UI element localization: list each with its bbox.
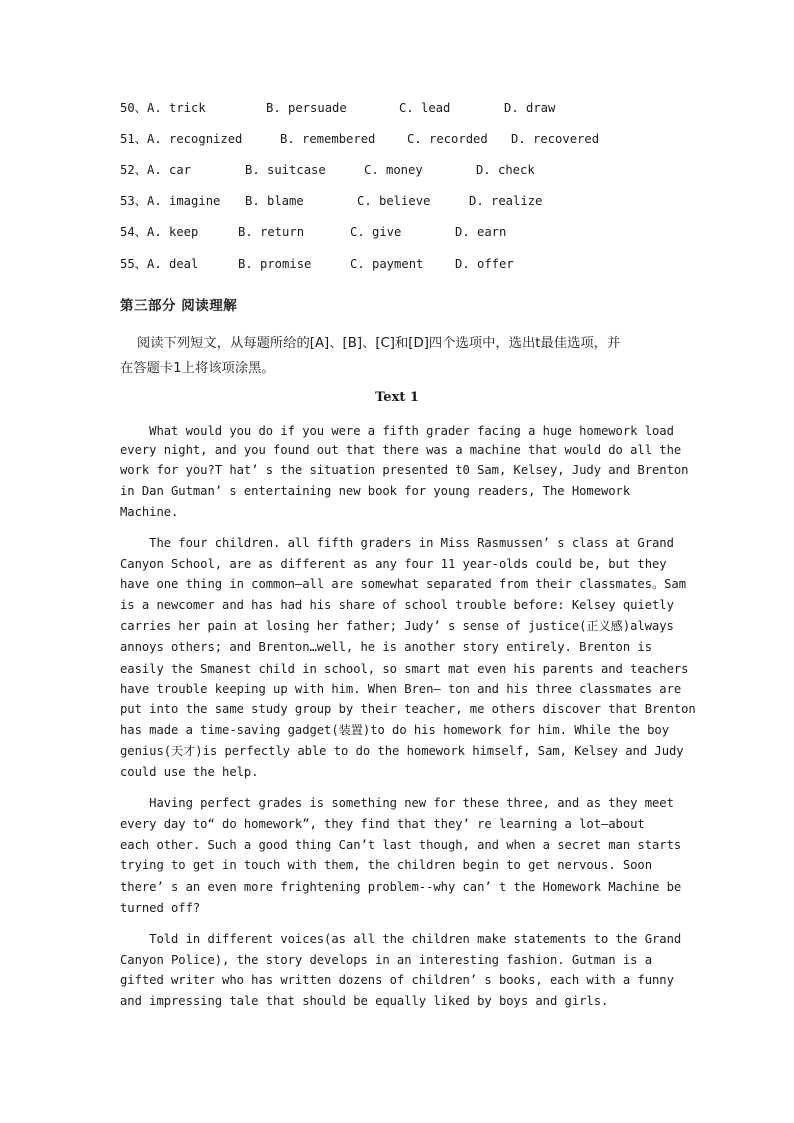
question-number: 55、	[120, 257, 147, 271]
passage-line: Canyon School, are as different as any four 11 year-olds could be, but they	[120, 557, 667, 571]
instruction-line: 阅读下列短文，从每题所给的[A]、[B]、[C]和[D]四个选项中，选出t最佳选项，并	[120, 336, 621, 351]
option-b: B. persuade	[266, 101, 347, 115]
question-55-options	[120, 255, 514, 273]
question-number: 50、	[120, 101, 147, 115]
option-a: A. recognized	[147, 132, 243, 146]
passage-line: in Dan Gutman’ s entertaining new book for young readers, The Homework	[120, 484, 631, 498]
passage-line: have one thing in common—all are somewhat separated from their classmates。Sam	[120, 577, 686, 591]
passage-line: and impressing tale that should be equally liked by boys and girls.	[120, 994, 609, 1008]
option-b: B. return	[238, 225, 305, 239]
option-a: A. car	[147, 163, 192, 177]
passage-line: put into the same study group by their teacher, me others discover that Brenton	[120, 702, 696, 716]
passage-line: The four children. all fifth graders in Miss Rasmussen’ s class at Grand	[120, 536, 674, 550]
passage-line: turned off?	[120, 901, 201, 915]
option-d: D. earn	[455, 225, 507, 239]
passage-line: Having perfect grades is something new for these three, and as they meet	[120, 796, 674, 810]
passage-line: genius(天才)is perfectly able to do the homework himself, Sam, Kelsey and Judy	[120, 744, 684, 758]
option-b: B. suitcase	[245, 163, 326, 177]
option-b: B. promise	[238, 257, 312, 271]
passage-line: Told in different voices(as all the children make statements to the Grand	[120, 932, 682, 946]
passage-line: trying to get in touch with them, the children begin to get nervous. Soon	[120, 858, 652, 872]
passage-line: has made a time-saving gadget(装置)to do his homework for him. While the boy	[120, 723, 669, 737]
passage-line: gifted writer who has written dozens of children’ s books, each with a funny	[120, 973, 674, 987]
passage-line: work for you?T hat’ s the situation presented t0 Sam, Kelsey, Judy and Brenton	[120, 463, 689, 477]
passage-line: carries her pain at losing her father; Judy’ s sense of justice(正义感)always	[120, 619, 674, 633]
option-b: B. remembered	[280, 132, 376, 146]
question-number: 52、	[120, 163, 147, 177]
passage-line: have trouble keeping up with him. When Bren— ton and his three classmates are	[120, 682, 682, 696]
option-c: C. give	[350, 225, 402, 239]
option-a: A. imagine	[147, 194, 221, 208]
option-c: C. recorded	[407, 132, 488, 146]
question-54-options	[120, 223, 507, 241]
passage-line: each other. Such a good thing Can’t last though, and when a secret man starts	[120, 838, 682, 852]
passage-line: easily the Smanest child in school, so smart mat even his parents and teachers	[120, 662, 689, 676]
passage-line: every night, and you found out that there was a machine that would do all the	[120, 443, 682, 457]
question-51-options	[120, 130, 600, 148]
option-b: B. blame	[245, 194, 304, 208]
option-d: D. offer	[455, 257, 514, 271]
option-c: C. money	[364, 163, 423, 177]
option-a: A. trick	[147, 101, 206, 115]
passage-title: Text 1	[375, 390, 419, 405]
passage-line: is a newcomer and has had his share of school trouble before: Kelsey quietly	[120, 598, 674, 612]
option-d: D. recovered	[511, 132, 600, 146]
question-50-options	[120, 99, 556, 117]
section-heading: 第三部分 阅读理解	[120, 298, 238, 314]
passage-line: annoys others; and Brenton…well, he is another story entirely. Brenton is	[120, 640, 652, 654]
passage-line: Canyon Police), the story develops in an interesting fashion. Gutman is a	[120, 953, 652, 967]
question-number: 54、	[120, 225, 147, 239]
question-number: 53、	[120, 194, 147, 208]
option-d: D. realize	[469, 194, 543, 208]
option-d: D. check	[476, 163, 535, 177]
option-d: D. draw	[504, 101, 556, 115]
option-c: C. lead	[399, 101, 451, 115]
passage-line: Machine.	[120, 505, 179, 519]
passage-line: could use the help.	[120, 765, 259, 779]
option-a: A. keep	[147, 225, 199, 239]
passage-line: there’ s an even more frightening problem--why can’ t the Homework Machine be	[120, 880, 682, 894]
option-c: C. believe	[357, 194, 431, 208]
passage-line: What would you do if you were a fifth grader facing a huge homework load	[120, 424, 674, 438]
option-c: C. payment	[350, 257, 424, 271]
passage-line: every day to“ do homework”, they find that they’ re learning a lot—about	[120, 817, 645, 831]
option-a: A. deal	[147, 257, 199, 271]
instruction-line: 在答题卡1上将该项涂黑。	[120, 361, 275, 376]
question-52-options	[120, 161, 535, 179]
question-number: 51、	[120, 132, 147, 146]
question-53-options	[120, 192, 543, 210]
